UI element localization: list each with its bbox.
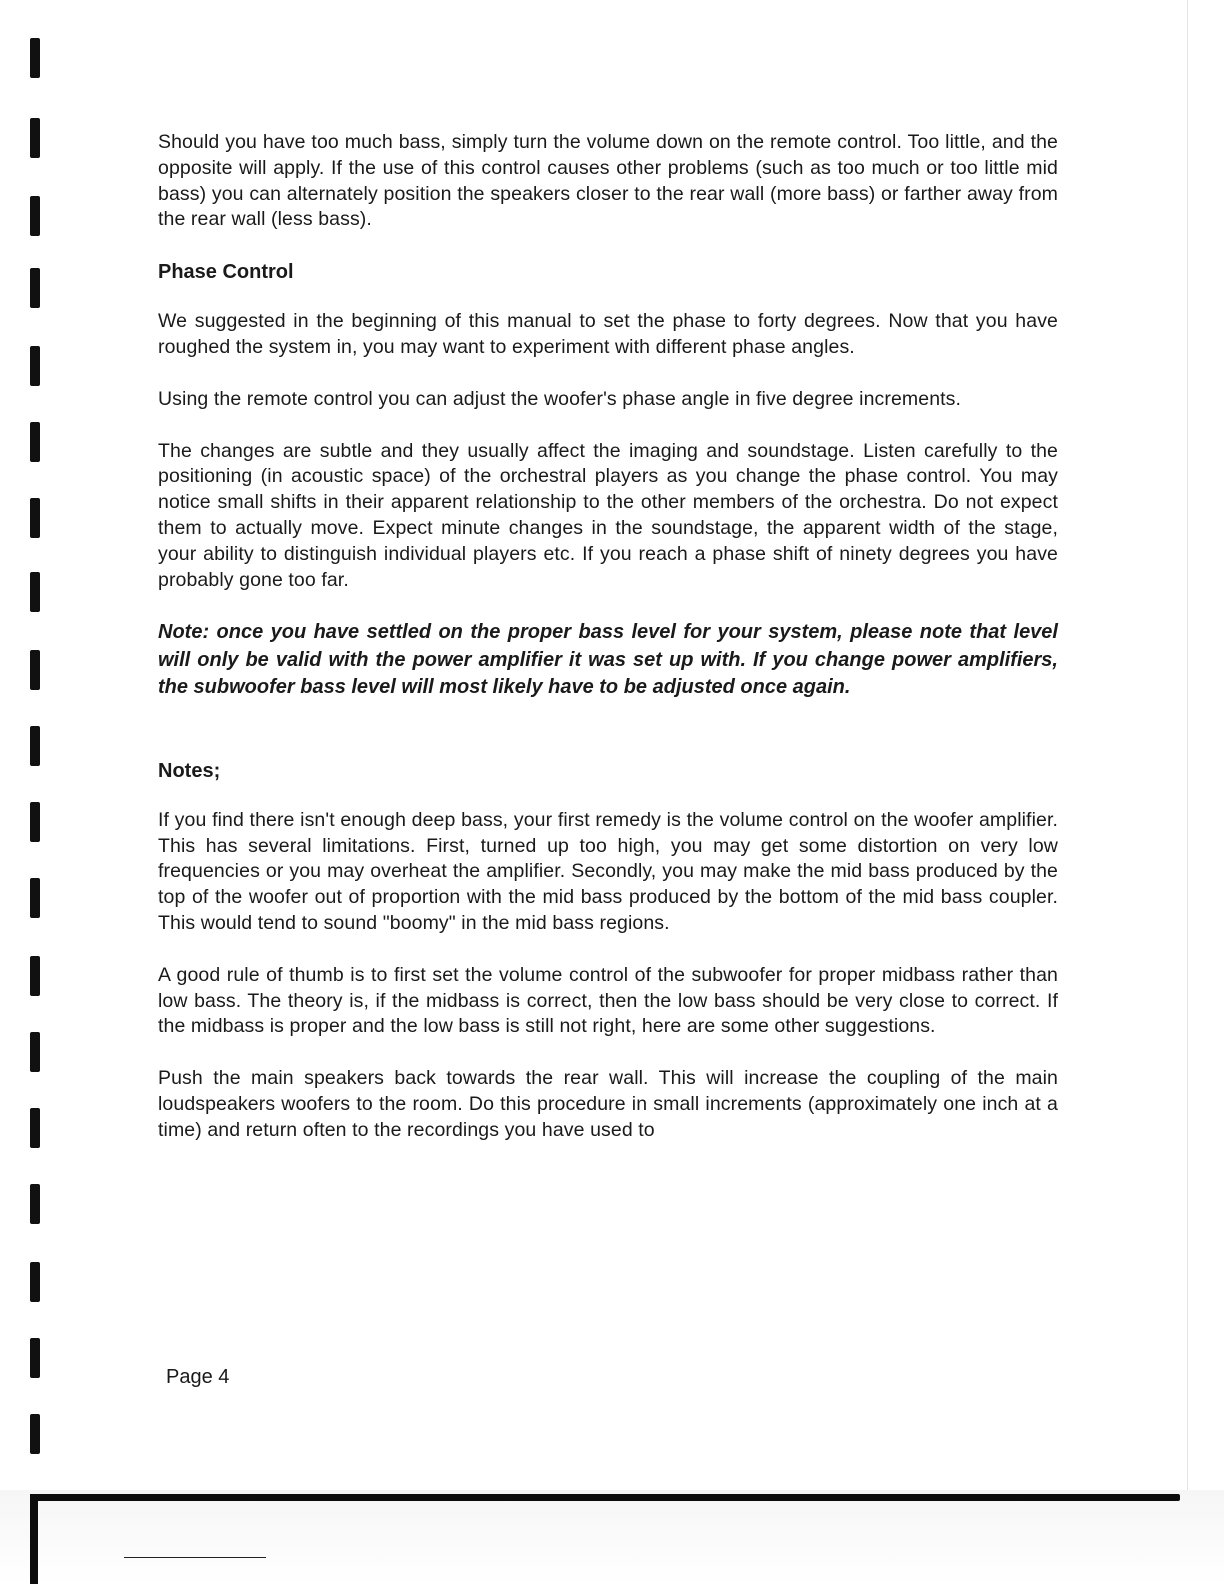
binding-hole bbox=[30, 956, 40, 996]
binding-hole bbox=[30, 498, 40, 538]
binding-hole bbox=[30, 1414, 40, 1454]
binding-hole bbox=[30, 650, 40, 690]
page-number: Page 4 bbox=[166, 1366, 230, 1388]
page-body bbox=[158, 130, 1058, 1170]
binding-hole bbox=[30, 196, 40, 236]
heading-notes: Notes; bbox=[158, 759, 221, 782]
binding-hole bbox=[30, 878, 40, 918]
binding-hole bbox=[30, 1108, 40, 1148]
binding-hole bbox=[30, 268, 40, 308]
binding-hole bbox=[30, 1338, 40, 1378]
binding-hole bbox=[30, 118, 40, 158]
binding-hole bbox=[30, 572, 40, 612]
binding-hole bbox=[30, 1032, 40, 1072]
paragraph-bass-adjustment: Should you have too much bass, simply turn the volume down on the remote control. Too little, and the opposite will apply. If the use of this control causes other problems (such as too much or too little mid bass) you can alternately position the speakers closer to the rear wall (more bass) or farther away from the rear wall (less bass). bbox=[158, 131, 1058, 231]
divider-line bbox=[124, 1557, 266, 1558]
binding-hole bbox=[30, 802, 40, 842]
paragraph-deep-bass: If you find there isn't enough deep bass, your first remedy is the volume control on the woofer amplifier. This has several limitations. First, turned up too high, you may get some distortion on very low frequencies or you may overheat the amplifier. Secondly, you may make the mid bass produced by the top of the woofer out of proportion with the mid bass produced by the bottom of the mid bass coupler. This would tend to sound "boomy" in the mid bass regions. bbox=[158, 808, 1058, 935]
binding-hole bbox=[30, 346, 40, 386]
paragraph-phase-changes: The changes are subtle and they usually affect the imaging and soundstage. Listen carefully to the positioning (in acoustic space) of the orchestral players as you change the phase control. You may notice small shifts in their apparent relationship to the other members of the orchestra. Do not expect them to actually move. Expect minute changes in the soundstage, the apparent width of the stage, your ability to distinguish individual players etc. If you reach a phase shift of ninety degrees you have probably gone too far. bbox=[158, 439, 1058, 591]
binding-hole bbox=[30, 422, 40, 462]
binding-hole bbox=[30, 1184, 40, 1224]
page-right-edge bbox=[1187, 0, 1188, 1500]
page-bottom-border bbox=[30, 1494, 1180, 1501]
paragraph-phase-remote: Using the remote control you can adjust the woofer's phase angle in five degree increments. bbox=[158, 387, 962, 410]
paragraph-rule-of-thumb: A good rule of thumb is to first set the volume control of the subwoofer for proper midbass rather than low bass. The theory is, if the midbass is correct, then the low bass should be very close to correct. If the midbass is proper and the low bass is still not right, here are some other suggestions. bbox=[158, 963, 1058, 1038]
page-corner-bar bbox=[30, 1494, 38, 1584]
heading-phase-control: Phase Control bbox=[158, 261, 294, 284]
paragraph-push-speakers: Push the main speakers back towards the rear wall. This will increase the coupling of the main loudspeakers woofers to the room. Do this procedure in small increments (approximately one inch at a time) and return often to the recordings you have used to bbox=[158, 1067, 1058, 1141]
page-bottom-edge bbox=[0, 1490, 1224, 1584]
binding-hole bbox=[30, 38, 40, 78]
note-bass-level: Note: once you have settled on the proper bass level for your system, please note that level will only be valid with the power amplifier it was set up with. If you change power amplifiers, the subwoofer bass level will most likely have to be adjusted once again. bbox=[158, 621, 1058, 699]
paragraph-phase-intro: We suggested in the beginning of this manual to set the phase to forty degrees. Now that you have roughed the system in, you may want to experiment with different phase angles. bbox=[158, 310, 1058, 358]
binding-holes bbox=[26, 0, 46, 1500]
binding-hole bbox=[30, 726, 40, 766]
binding-hole bbox=[30, 1262, 40, 1302]
